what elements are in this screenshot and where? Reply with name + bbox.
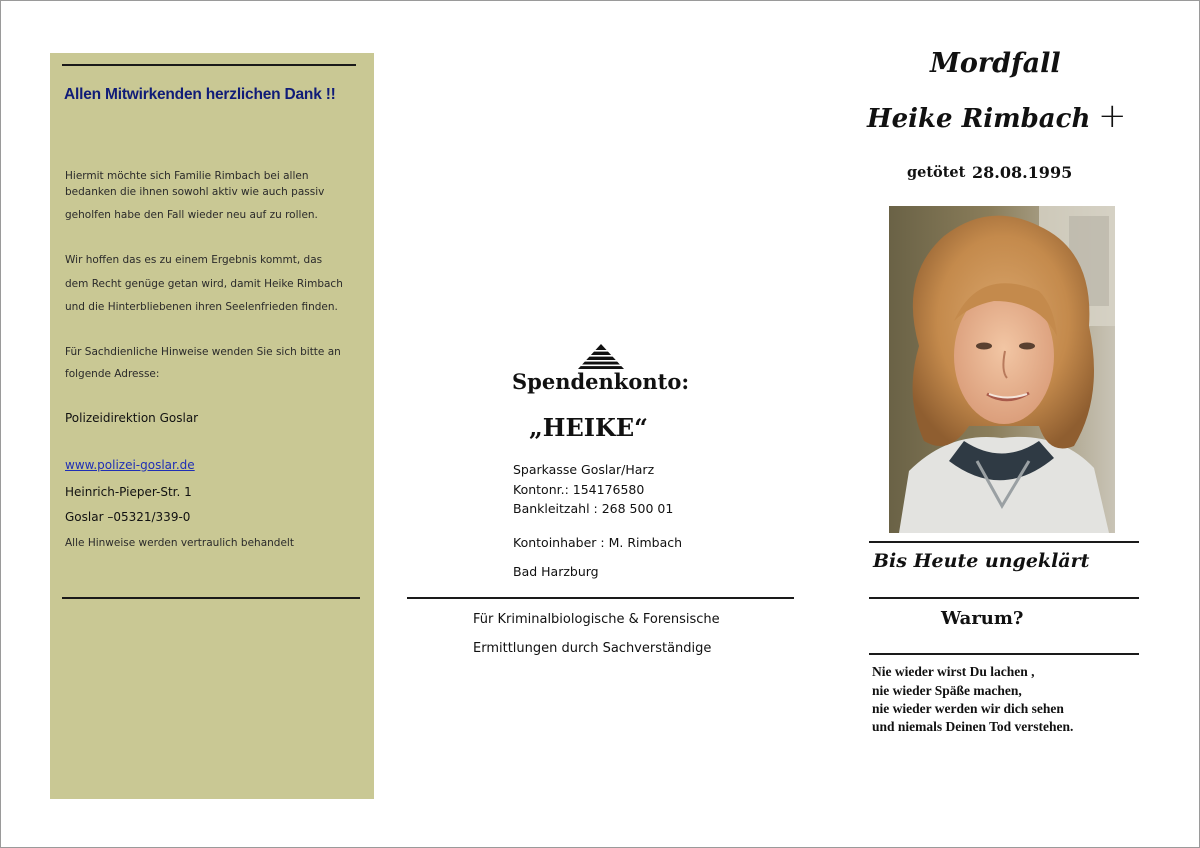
account-holder: Kontoinhaber : M. Rimbach [513,535,683,550]
unsolved-heading: Bis Heute ungeklärt [873,550,1090,572]
killed-label: getötet [907,164,966,181]
right-rule-mid [869,597,1139,599]
poem-line: Nie wieder wirst Du lachen , [872,664,1035,679]
right-rule-bottom [869,653,1139,655]
thanks-panel [50,53,374,799]
title-case: Mordfall [930,48,1061,79]
why-heading: Warum? [941,608,1024,629]
panel-top-rule [62,64,356,66]
account-number: Kontonr.: 154176580 [513,482,645,497]
poem-line: und niemals Deinen Tod verstehen. [872,719,1074,734]
police-phone: Goslar –05321/339-0 [65,510,191,524]
title-name: Heike Rimbach [867,104,1091,134]
donation-account-name: „HEIKE“ [529,413,648,442]
middle-rule [407,597,794,599]
bank-code: Bankleitzahl : 268 500 01 [513,501,674,516]
poem-line: nie wieder Späße machen, [872,683,1022,698]
hint-text-line: Für Sachdienliche Hinweise wenden Sie sich bitte an [65,346,341,358]
purpose-line: Ermittlungen durch Sachverständige [473,641,712,656]
thanks-text-line: Hiermit möchte sich Familie Rimbach bei allen [65,170,309,182]
confidential-note: Alle Hinweise werden vertraulich behandelt [65,537,294,549]
police-street: Heinrich-Pieper-Str. 1 [65,485,192,499]
hope-text-line: dem Recht genüge getan wird, damit Heike Rimbach [65,278,343,290]
bank-name: Sparkasse Goslar/Harz [513,462,655,477]
account-city: Bad Harzburg [513,564,599,579]
hope-text-line: und die Hinterbliebenen ihren Seelenfrieden finden. [65,301,338,313]
thanks-heading: Allen Mitwirkenden herzlichen Dank !! [64,86,336,103]
thanks-text-line: geholfen habe den Fall wieder neu auf zu rollen. [65,209,318,221]
panel-bottom-rule [62,597,360,599]
police-authority: Polizeidirektion Goslar [65,411,199,425]
killed-date: 28.08.1995 [972,163,1073,182]
right-rule-top [869,541,1139,543]
police-website-link[interactable]: www.polizei-goslar.de [65,458,195,472]
cross-icon: + [1098,96,1127,136]
bank-logo-icon [576,343,626,370]
portrait-photo [889,206,1115,533]
poem-line: nie wieder werden wir dich sehen [872,701,1064,716]
donation-heading: Spendenkonto: [512,369,690,394]
thanks-text-line: bedanken die ihnen sowohl aktiv wie auch passiv [65,186,325,198]
hope-text-line: Wir hoffen das es zu einem Ergebnis kommt, das [65,254,323,266]
hint-text-line: folgende Adresse: [65,368,160,380]
purpose-line: Für Kriminalbiologische & Forensische [473,612,720,627]
